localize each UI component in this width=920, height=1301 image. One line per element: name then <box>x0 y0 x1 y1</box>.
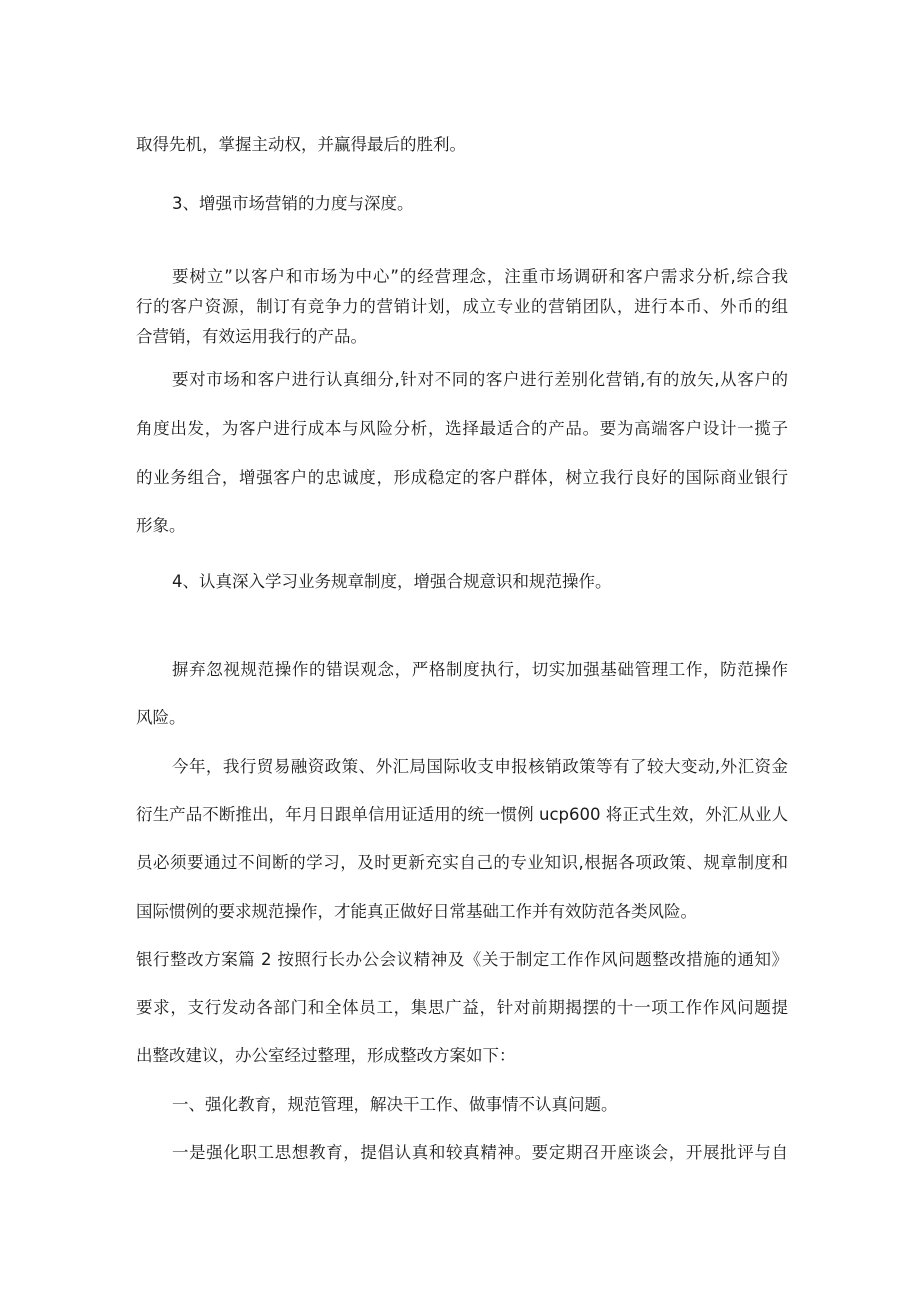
text-line: 要树立”以客户和市场为中心”的经营理念，注重市场调研和客户需求分析,综合我 <box>172 267 788 286</box>
text-line: 风险。 <box>136 708 186 727</box>
text-line: 形象。 <box>136 516 186 535</box>
section-heading: 3、增强市场营销的力度与深度。 <box>172 194 414 213</box>
text-line: 要对市场和客户进行认真细分,针对不同的客户进行差别化营销,有的放矢,从客户的 <box>172 370 788 389</box>
text-line: 行的客户资源，制订有竞争力的营销计划，成立专业的营销团队，进行本币、外币的组 <box>136 297 788 316</box>
text-line: 银行整改方案篇 2 按照行长办公会议精神及《关于制定工作作风问题整改措施的通知》 <box>136 950 788 969</box>
text-line: 要求，支行发动各部门和全体员工，集思广益，针对前期揭摆的十一项工作作风问题提 <box>136 998 788 1017</box>
text-line: 合营销，有效运用我行的产品。 <box>136 327 367 346</box>
text-line: 的业务组合，增强客户的忠诚度，形成稳定的客户群体，树立我行良好的国际商业银行 <box>136 468 788 487</box>
text-line: 今年，我行贸易融资政策、外汇局国际收支申报核销政策等有了较大变动,外汇资金 <box>172 757 788 776</box>
text-line: 角度出发，为客户进行成本与风险分析，选择最适合的产品。要为高端客户设计一揽子 <box>136 419 788 438</box>
text-line: 国际惯例的要求规范操作，才能真正做好日常基础工作并有效防范各类风险。 <box>136 902 697 921</box>
text-line: 员必须要通过不间断的学习，及时更新充实自己的专业知识,根据各项政策、规章制度和 <box>136 853 788 872</box>
text-line: 衍生产品不断推出，年月日跟单信用证适用的统一惯例 ucp600 将正式生效，外汇从业人 <box>136 805 788 824</box>
section-heading: 一、强化教育，规范管理，解决干工作、做事情不认真问题。 <box>172 1095 618 1114</box>
text-line: 一是强化职工思想教育，提倡认真和较真精神。要定期召开座谈会，开展批评与自 <box>172 1143 788 1162</box>
text-line: 取得先机，掌握主动权，并赢得最后的胜利。 <box>136 135 466 154</box>
text-line: 摒弃忽视规范操作的错误观念，严格制度执行，切实加强基础管理工作，防范操作 <box>172 660 788 679</box>
text-line: 出整改建议，办公室经过整理，形成整改方案如下： <box>136 1046 516 1065</box>
section-heading: 4、认真深入学习业务规章制度，增强合规意识和规范操作。 <box>172 572 612 591</box>
